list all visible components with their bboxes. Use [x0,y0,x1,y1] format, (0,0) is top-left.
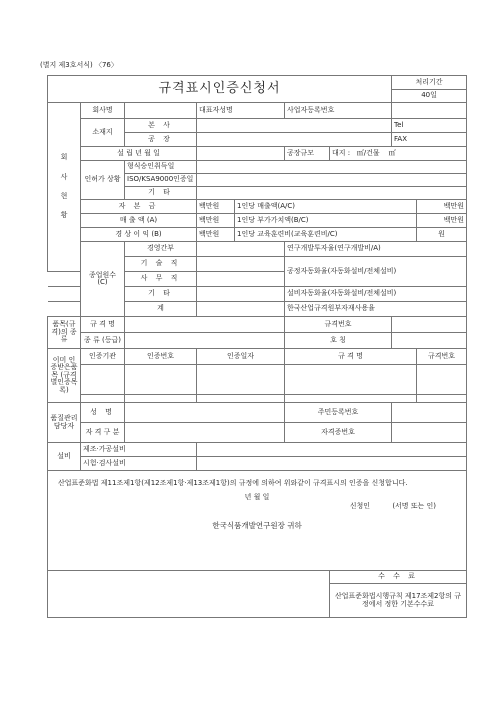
prior-cert-cell[interactable] [125,395,197,403]
founded-label: 설 립 년 월 일 [81,147,197,161]
facility-ratio-label: 설비자동화율(자동화설비/전체설비) [285,287,467,302]
company-name-label: 회사명 [81,103,125,119]
emp-row-office: 사 무 직 [125,272,197,287]
cert-item-type-approval: 형식승인취득일 [125,161,197,174]
prior-cert-col-date: 인증일자 [197,349,285,365]
product-label: 품목(규격)의 종류 [48,317,81,349]
equipment-label: 설비 [48,443,81,471]
rnd-ratio-label: 연구개발투자율(연구개발비/A) [285,242,467,257]
emp-row-technical: 기 술 직 [125,257,197,272]
emp-total-field[interactable] [197,302,285,317]
fee-note: 산업표준화법시행규칙 제17조제2항의 규정에서 정한 기본수수료 [330,584,467,618]
prior-cert-row[interactable] [81,365,125,395]
business-reg-label: 사업자등록번호 [285,103,392,119]
emp-other-field[interactable] [197,287,285,302]
per-person-sales-unit: 백만원 [417,200,467,214]
product-standard-field[interactable] [125,317,285,333]
manager-cert-no-label: 자격증번호 [285,423,392,443]
company-name-field[interactable] [125,103,197,119]
cert-item-other: 기 타 [125,187,197,200]
signature-label: (서명 또는 인) [392,501,437,510]
manager-cert-no-field[interactable] [392,423,467,443]
prior-cert-cell[interactable] [417,365,467,395]
manager-qual-field[interactable] [125,423,285,443]
applicant-line [58,503,436,510]
product-grade-label: 호 칭 [285,333,392,349]
cert-other-field[interactable] [197,187,467,200]
prior-cert-label: 이미 인증받은품목 (규격별인증목록) [48,349,81,403]
per-person-training-unit: 원 [417,228,467,242]
equipment-manufacturing-field[interactable] [197,443,467,457]
per-person-value-unit: 백만원 [417,214,467,228]
product-type-field[interactable] [125,333,285,349]
employees-label: 종업원수 (C) [81,242,125,317]
cert-type-approval-field[interactable] [197,161,467,174]
emp-row-executives: 경영간부 [125,242,197,257]
emp-row-other: 기 타 [125,287,197,302]
prior-cert-cell[interactable] [285,365,417,395]
prior-cert-cell[interactable] [125,365,197,395]
prior-cert-cell[interactable] [417,395,467,403]
business-reg-field[interactable] [392,103,467,119]
form-title: 규격표시인증신청서 [48,76,392,103]
profit-label: 경 상 이 익 (B) [81,228,197,242]
application-date: 년 월 일 [244,492,270,501]
automation-ratio-label: 공정자동화율(자동화설비/전체설비) [285,257,467,287]
founded-field[interactable] [197,147,285,161]
form-reference: (별지 제3호서식) 〈76〉 [40,61,118,69]
product-type-label: 종 류 (등급) [81,333,125,349]
application-form [47,75,467,618]
company-section-label: 회 사 현 황 [48,103,81,272]
cert-item-iso: ISO/KSA9000인증일 [125,174,197,187]
factory-size-label: 공장규모 [285,147,330,161]
emp-executives-field[interactable] [197,242,285,257]
declaration-text: 산업표준화법 제11조제1항(제12조제1항·제13조제1항)의 규정에 의하여 위와같이 규격표시의 인증을 신청합니다. [58,479,408,487]
fax-label: FAX [392,133,467,147]
prior-cert-col-number: 인증번호 [125,349,197,365]
prior-cert-col-standard-no: 규격번호 [417,349,467,365]
product-grade-field[interactable] [392,333,467,349]
manager-qual-label: 자 격 구 분 [81,423,125,443]
per-person-sales-label: 1인당 매출액(A/C) [235,200,417,214]
manager-name-label: 성 명 [81,403,125,423]
emp-row-total: 계 [125,302,197,317]
emp-office-field[interactable] [197,272,285,287]
hq-address-field[interactable] [197,119,392,133]
equipment-testing-field[interactable] [197,457,467,471]
applicant-label: 신청인 [349,501,371,510]
capital-label: 자 본 금 [81,200,197,214]
prior-cert-cell[interactable] [285,395,417,403]
manager-id-label: 주민등록번호 [285,403,392,423]
manager-id-field[interactable] [392,403,467,423]
product-standard-label: 규 격 명 [81,317,125,333]
capital-unit: 백만원 [197,200,235,214]
declaration-block [48,471,467,571]
cert-status-label: 인허가 상황 [81,161,125,200]
factory-size-field[interactable]: 대지 : ㎡/건물 ㎡ [330,147,467,161]
product-standard-no-field[interactable] [392,317,467,333]
equipment-manufacturing: 제조·가공설비 [81,443,197,457]
processing-label: 처리기간 [392,77,466,89]
hq-label: 본 사 [125,119,197,133]
per-person-training-label: 1인당 교육훈련비(교육훈련비/C) [235,228,417,242]
prior-cert-row[interactable] [81,395,125,403]
location-label: 소재지 [81,119,125,147]
sales-label: 매 출 액 (A) [81,214,197,228]
equipment-testing: 시험·검사설비 [81,457,197,471]
processing-value: 40일 [421,90,437,99]
prior-cert-col-agency: 인증기관 [81,349,125,365]
prior-cert-col-standard: 규 격 명 [285,349,417,365]
emp-technical-field[interactable] [197,257,285,272]
cert-iso-field[interactable] [197,174,467,187]
per-person-value-label: 1인당 부가가치액(B/C) [235,214,417,228]
prior-cert-cell[interactable] [197,395,285,403]
product-standard-no-label: 규격번호 [285,317,392,333]
manager-name-field[interactable] [125,403,285,423]
tel-label: Tel [392,119,467,133]
processing-period-box [392,76,467,103]
prior-cert-cell[interactable] [197,365,285,395]
factory-label: 공 장 [125,133,197,147]
fee-label: 수 수 료 [330,571,467,584]
representative-label: 대표자성명 [197,103,285,119]
profit-unit: 백만원 [197,228,235,242]
addressee: 한국식품개발연구원장 귀하 [212,521,302,531]
manager-label: 품질관리 담당자 [48,403,81,443]
standards-ratio-label: 한국산업규격원부자재사용율 [285,302,467,317]
factory-address-field[interactable] [197,133,392,147]
sales-unit: 백만원 [197,214,235,228]
